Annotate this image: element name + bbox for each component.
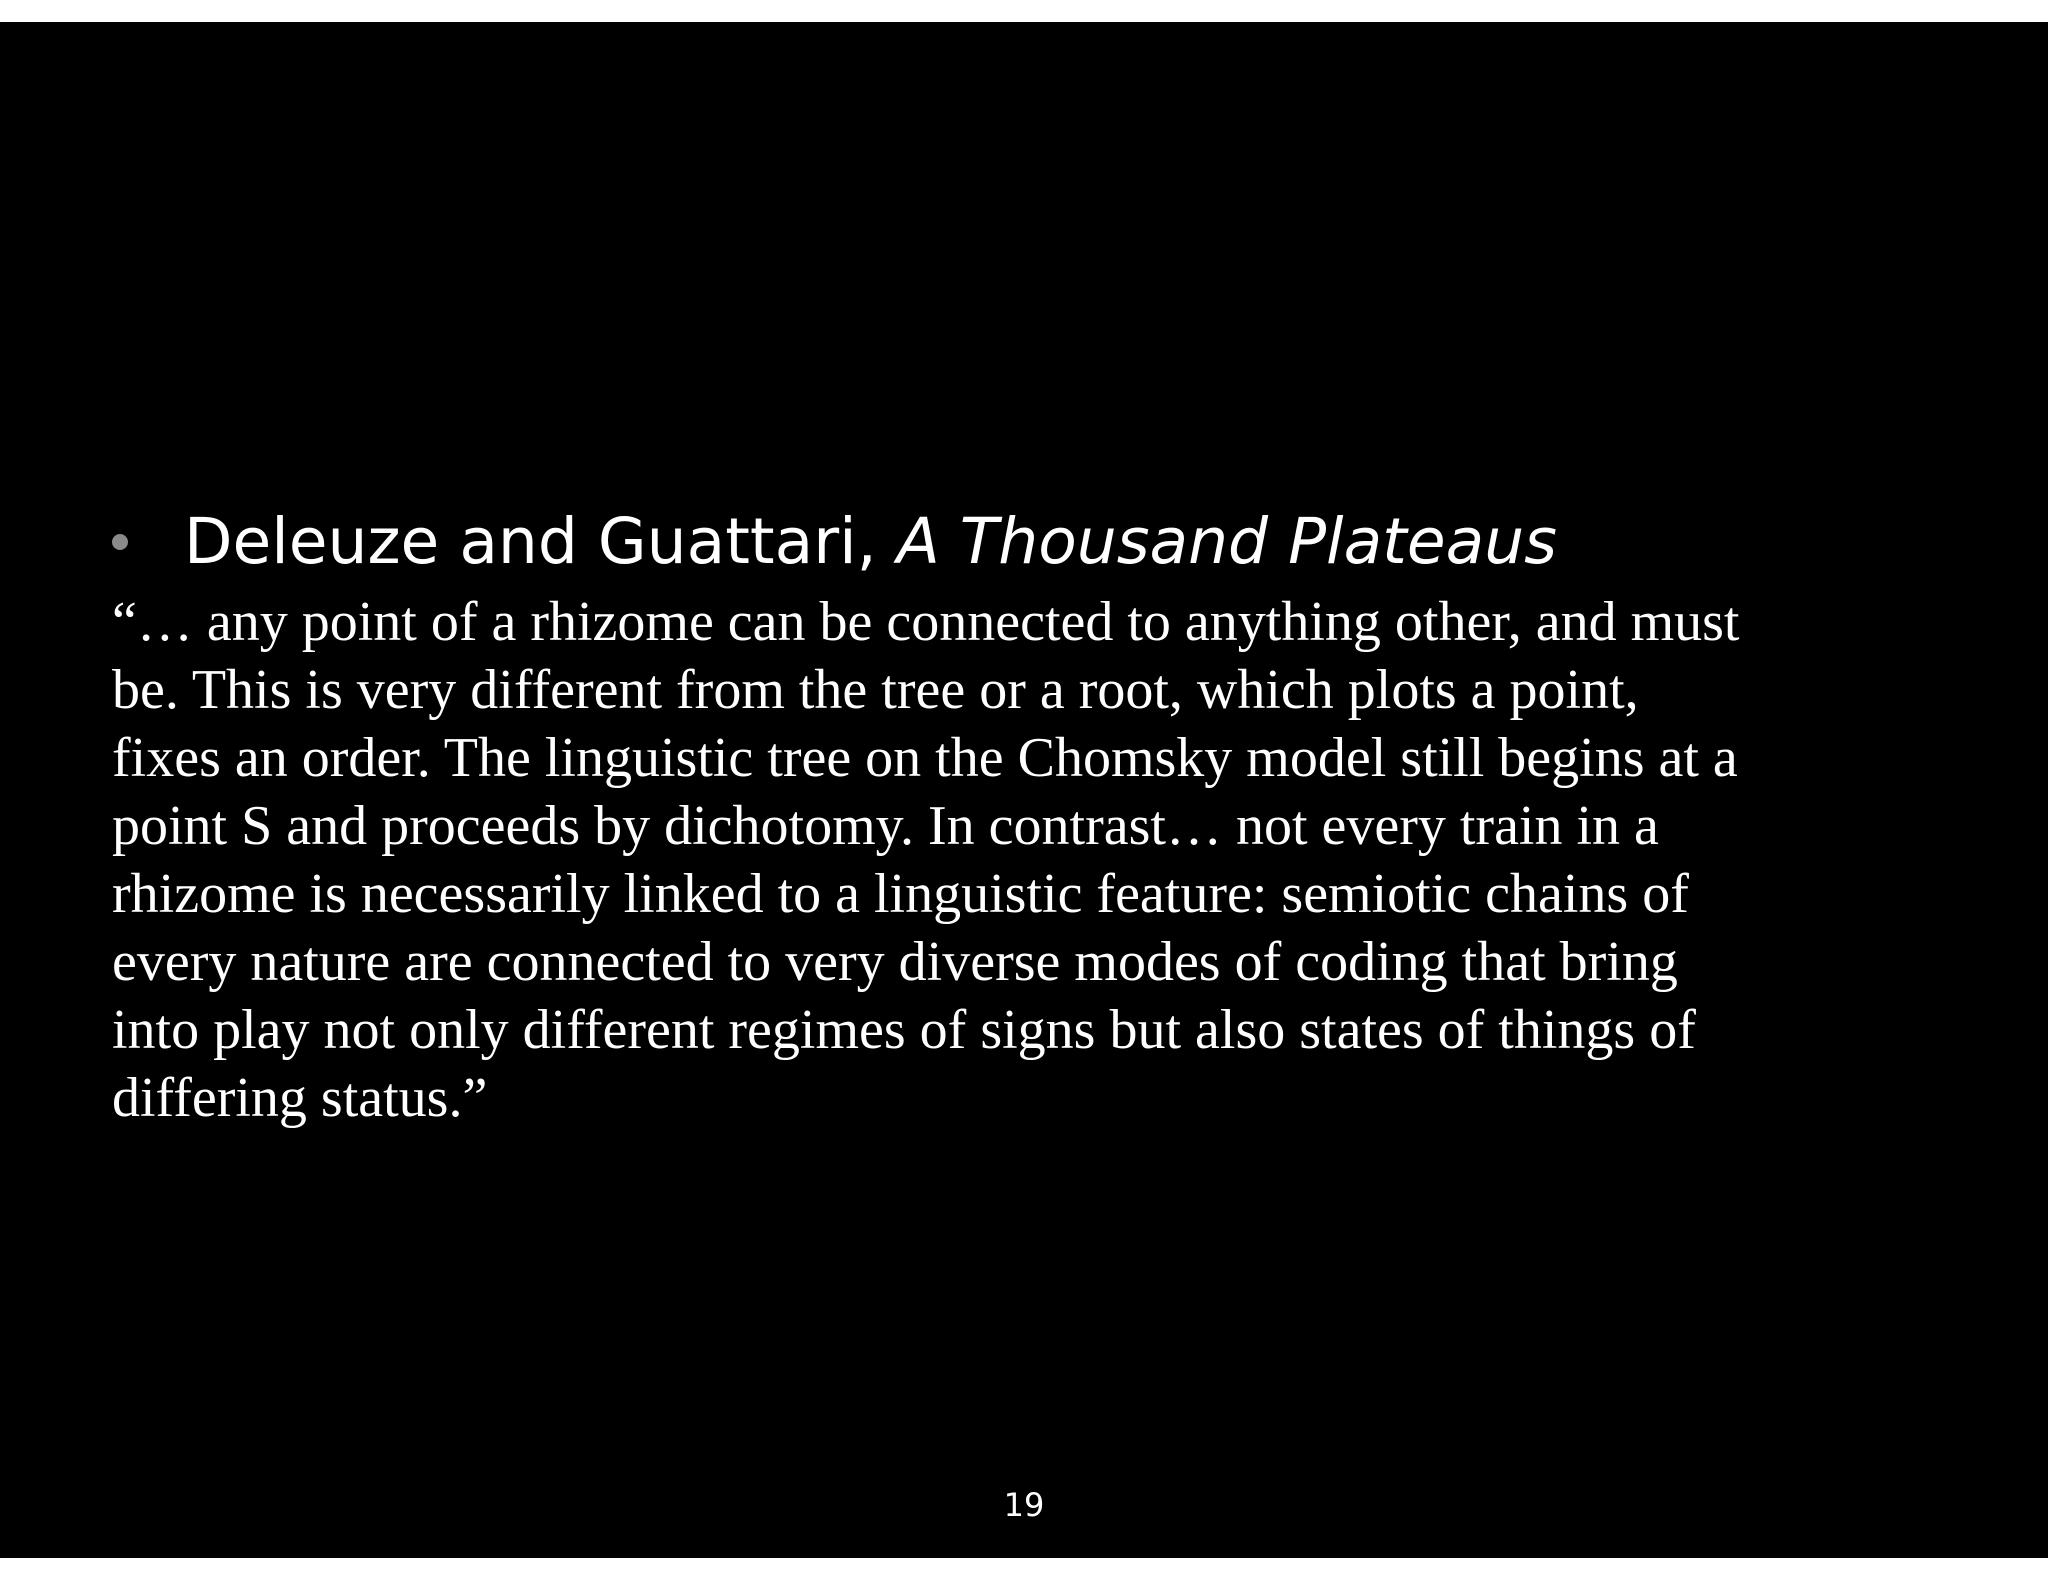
quote-line: into play not only different regimes of signs but also states of things of [112, 999, 1696, 1061]
quote-line: every nature are connected to very diverse modes of coding that bring [112, 931, 1678, 993]
quote-block [112, 588, 1912, 1132]
quote-line: differing status.” [112, 1067, 488, 1129]
bullet-author-text: Deleuze and Guattari, [184, 505, 897, 578]
page-number: 19 [1003, 1486, 1045, 1524]
quote-line: be. This is very different from the tree or a root, which plots a point, [112, 659, 1639, 721]
quote-line: rhizome is necessarily linked to a linguistic feature: semiotic chains of [112, 863, 1689, 925]
bullet-dot-icon [112, 534, 128, 550]
bullet-work-title: A Thousand Plateaus [896, 505, 1557, 578]
quote-line: fixes an order. The linguistic tree on the Chomsky model still begins at a [112, 727, 1738, 789]
quote-line: point S and proceeds by dichotomy. In contrast… not every train in a [112, 795, 1659, 857]
bullet-item [112, 494, 1952, 590]
slide [0, 22, 2048, 1558]
quote-line: “… any point of a rhizome can be connected to anything other, and must [112, 591, 1740, 653]
